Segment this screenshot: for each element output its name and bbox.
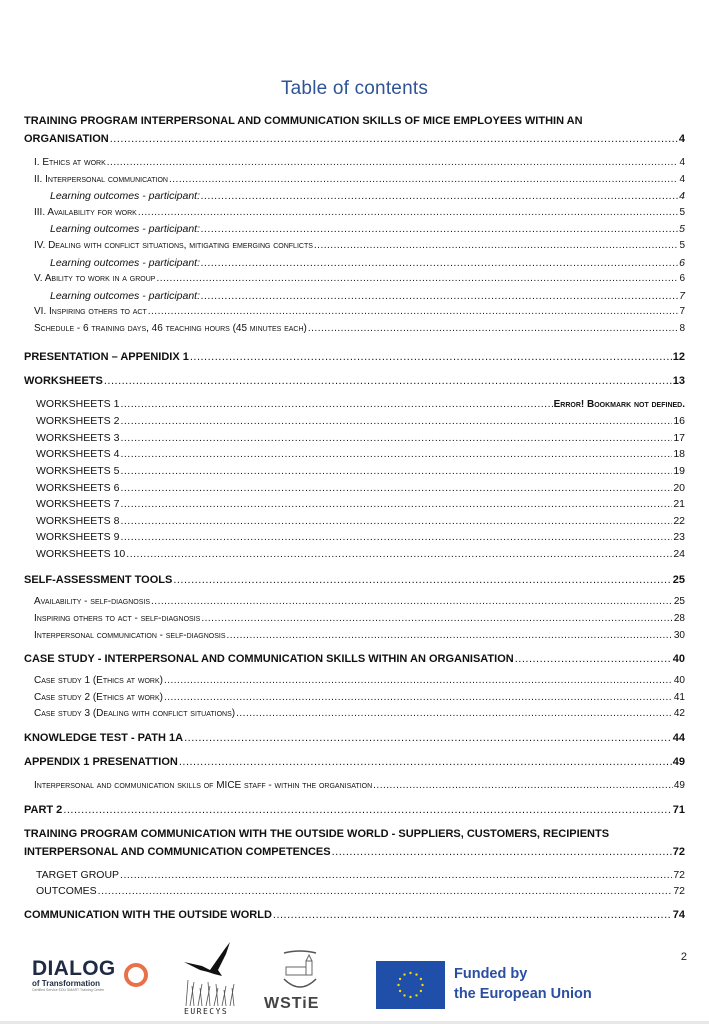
leader-dots xyxy=(190,348,672,366)
leader-dots xyxy=(201,188,678,205)
toc-entry-label: WORKSHEETS 7 xyxy=(36,498,120,511)
toc-page-number: 23 xyxy=(673,531,685,544)
toc-page-number: 21 xyxy=(673,498,685,511)
leader-dots xyxy=(120,396,552,413)
leader-dots xyxy=(104,372,672,390)
toc-page-number: 4 xyxy=(679,190,685,203)
leader-dots xyxy=(173,571,671,589)
toc-entry[interactable] xyxy=(24,463,685,480)
page-footer xyxy=(0,935,709,1024)
eurecys-logo-text: EURECYS xyxy=(184,1007,229,1016)
toc-entry-label: II. Interpersonal communication xyxy=(34,173,168,185)
leader-dots xyxy=(332,843,672,861)
toc-page-number: 74 xyxy=(672,908,685,921)
bookmark-error-text: Error! Bookmark not defined. xyxy=(553,398,685,410)
toc-entry-label-line1: TRAINING PROGRAM COMMUNICATION WITH THE OUTSIDE WORLD - SUPPLIERS, CUSTOMERS, RECIPIENTS xyxy=(24,827,610,840)
toc-page-number: 24 xyxy=(673,547,685,560)
toc-entry-label: Schedule - 6 training days, 46 teaching hours (45 minutes each) xyxy=(34,322,307,334)
toc-entry[interactable] xyxy=(24,155,685,172)
toc-entry[interactable] xyxy=(24,430,685,447)
eu-flag-icon xyxy=(376,961,445,1009)
table-of-contents xyxy=(24,110,685,924)
wstie-logo xyxy=(262,949,340,1019)
leader-dots xyxy=(314,238,679,255)
toc-entry[interactable] xyxy=(24,753,685,771)
toc-entry[interactable] xyxy=(24,778,685,795)
toc-page-number: 71 xyxy=(672,803,685,816)
leader-dots xyxy=(169,172,678,189)
toc-entry[interactable] xyxy=(24,221,685,238)
toc-page-number: 20 xyxy=(673,481,685,494)
toc-page-number: 49 xyxy=(672,756,685,769)
toc-entry-label: Learning outcomes - participant: xyxy=(50,223,200,236)
leader-dots xyxy=(98,883,673,900)
toc-entry[interactable] xyxy=(24,673,685,690)
toc-entry[interactable] xyxy=(24,628,685,645)
toc-entry-label: OUTCOMES xyxy=(36,885,97,898)
toc-entry-label: WORKSHEETS 1 xyxy=(36,397,120,410)
toc-entry-label: Case study 2 (Ethics at work) xyxy=(34,691,163,703)
toc-entry-label: COMMUNICATION WITH THE OUTSIDE WORLD xyxy=(24,908,272,921)
toc-page-number: 5 xyxy=(679,239,685,251)
toc-entry[interactable] xyxy=(24,172,685,189)
leader-dots xyxy=(120,496,672,513)
dialog-logo-subtitle: of Transformation xyxy=(32,979,101,988)
toc-entry-label: CASE STUDY - INTERPERSONAL AND COMMUNICATION SKILLS WITHIN AN ORGANISATION xyxy=(24,653,514,666)
toc-entry[interactable] xyxy=(24,611,685,628)
toc-entry-label: I. Ethics at work xyxy=(34,157,106,168)
leader-dots xyxy=(308,321,679,338)
toc-entry-label: IV. Dealing with conflict situations, mitigating emerging conflicts xyxy=(34,239,313,251)
toc-entry[interactable] xyxy=(24,729,685,747)
leader-dots xyxy=(120,867,672,884)
leader-dots xyxy=(373,778,673,795)
leader-dots xyxy=(126,546,672,563)
leader-dots xyxy=(273,906,672,924)
toc-page-number: 40 xyxy=(672,653,685,666)
toc-entry[interactable] xyxy=(24,112,685,148)
leader-dots xyxy=(110,130,678,148)
toc-entry[interactable] xyxy=(24,396,685,414)
toc-entry[interactable] xyxy=(24,594,685,611)
eurecys-logo xyxy=(180,940,240,1020)
toc-entry[interactable] xyxy=(24,801,685,819)
toc-entry[interactable] xyxy=(24,867,685,884)
leader-dots xyxy=(120,446,672,463)
toc-page-number: 72 xyxy=(673,885,685,898)
toc-entry-label-line1: TRAINING PROGRAM INTERPERSONAL AND COMMUNICATION SKILLS OF MICE EMPLOYEES WITHIN AN xyxy=(24,115,583,127)
toc-page-number: 44 xyxy=(672,732,685,745)
toc-entry-label: PRESENTATION – APPENIDIX 1 xyxy=(24,350,189,363)
toc-entry[interactable] xyxy=(24,825,685,861)
toc-entry-label: Case study 3 (Dealing with conflict situations) xyxy=(34,708,236,720)
toc-entry-label: WORKSHEETS 6 xyxy=(36,481,120,494)
leader-dots xyxy=(63,801,671,819)
toc-entry-label: INTERPERSONAL AND COMMUNICATION COMPETENCES xyxy=(24,845,331,858)
leader-dots xyxy=(236,706,673,723)
dialog-logo-caption: Certified Service EDU SMART Training Centre xyxy=(32,988,105,992)
toc-entry[interactable] xyxy=(24,238,685,255)
leader-dots xyxy=(201,288,678,305)
leader-dots xyxy=(201,221,678,238)
page-number: 2 xyxy=(680,951,687,963)
leader-dots xyxy=(179,753,672,771)
leader-dots xyxy=(227,628,673,645)
toc-page-number: 42 xyxy=(673,708,685,720)
toc-page-number: 22 xyxy=(673,514,685,527)
toc-entry[interactable] xyxy=(24,883,685,900)
toc-page-number: 40 xyxy=(673,675,685,687)
dialog-ring-icon xyxy=(124,963,148,987)
toc-entry[interactable] xyxy=(24,446,685,463)
toc-entry-label: ORGANISATION xyxy=(24,133,109,145)
toc-page-number: 18 xyxy=(673,448,685,461)
leader-dots xyxy=(201,611,673,628)
toc-entry-label: Learning outcomes - participant: xyxy=(50,256,200,269)
toc-entry-label: WORKSHEETS 2 xyxy=(36,415,120,428)
toc-entry-label: Learning outcomes - participant: xyxy=(50,190,200,203)
toc-entry-label: VI. Inspiring others to act xyxy=(34,306,147,318)
toc-entry-label: WORKSHEETS 5 xyxy=(36,464,120,477)
toc-page-number: 25 xyxy=(673,596,685,608)
leader-dots xyxy=(148,304,679,321)
leader-dots xyxy=(164,673,673,690)
toc-page-number: 12 xyxy=(672,350,685,363)
toc-entry-label: WORKSHEETS 3 xyxy=(36,431,120,444)
toc-entry[interactable] xyxy=(24,205,685,222)
toc-entry-label: WORKSHEETS xyxy=(24,374,103,387)
toc-entry-label: Interpersonal and communication skills of MICE staff - within the organisation xyxy=(34,780,373,792)
leader-dots xyxy=(120,513,672,530)
toc-page-number: 6 xyxy=(679,273,685,285)
toc-entry[interactable] xyxy=(24,513,685,530)
toc-page-number: 4 xyxy=(679,173,685,185)
toc-page-number: 72 xyxy=(672,845,685,858)
leader-dots xyxy=(201,255,678,272)
eu-text-line2: the European Union xyxy=(454,986,592,1002)
eu-funding-text xyxy=(454,964,592,1004)
toc-page-number: 17 xyxy=(673,431,685,444)
toc-entry-label: WORKSHEETS 10 xyxy=(36,547,126,560)
leader-dots xyxy=(138,205,679,222)
leader-dots xyxy=(515,650,672,668)
toc-page-number: 25 xyxy=(672,574,685,587)
leader-dots xyxy=(120,430,672,447)
toc-entry-label: Case study 1 (Ethics at work) xyxy=(34,675,163,687)
toc-entry[interactable] xyxy=(24,188,685,205)
toc-page-number: 28 xyxy=(673,613,685,625)
toc-page-number: 5 xyxy=(679,223,685,236)
toc-page-number: 4 xyxy=(678,133,685,145)
toc-page-number: 7 xyxy=(679,306,685,318)
toc-entry[interactable] xyxy=(24,706,685,723)
toc-entry-label: Learning outcomes - participant: xyxy=(50,289,200,302)
toc-entry-label: WORKSHEETS 9 xyxy=(36,531,120,544)
toc-page-number: 13 xyxy=(672,374,685,387)
leader-dots xyxy=(151,594,673,611)
toc-entry[interactable] xyxy=(24,348,685,366)
toc-page-number: 30 xyxy=(673,629,685,641)
leader-dots xyxy=(120,413,672,430)
toc-page-number: 16 xyxy=(673,415,685,428)
toc-entry[interactable] xyxy=(24,690,685,707)
leader-dots xyxy=(164,690,673,707)
toc-page-number: 19 xyxy=(673,464,685,477)
toc-entry-label: WORKSHEETS 8 xyxy=(36,514,120,527)
toc-entry-label: APPENDIX 1 PRESENATTION xyxy=(24,756,178,769)
leader-dots xyxy=(120,463,672,480)
toc-entry[interactable] xyxy=(24,288,685,305)
toc-entry-label: TARGET GROUP xyxy=(36,868,120,881)
church-shield-icon xyxy=(280,949,320,995)
leader-dots xyxy=(156,271,678,288)
leader-dots xyxy=(107,155,679,172)
leader-dots xyxy=(120,529,672,546)
page-title: Table of contents xyxy=(280,78,429,99)
toc-entry[interactable] xyxy=(24,571,685,589)
toc-entry[interactable] xyxy=(24,546,685,563)
toc-entry[interactable] xyxy=(24,255,685,272)
toc-entry[interactable] xyxy=(24,906,685,924)
toc-entry-label: Interpersonal communication - self-diagnosis xyxy=(34,629,226,641)
toc-page-number: 41 xyxy=(673,691,685,703)
dialog-of-transformation-logo xyxy=(32,959,152,999)
toc-entry[interactable] xyxy=(24,496,685,513)
bird-grass-icon xyxy=(180,940,240,1008)
toc-page-number: 4 xyxy=(679,157,685,168)
dialog-logo-text: DIALOG xyxy=(32,957,116,980)
toc-entry-label: V. Ability to work in a group xyxy=(34,273,156,285)
toc-entry-label: KNOWLEDGE TEST - PATH 1A xyxy=(24,732,184,745)
toc-entry[interactable] xyxy=(24,480,685,497)
toc-entry[interactable] xyxy=(24,413,685,430)
toc-entry-label: III. Availability for work xyxy=(34,206,137,218)
leader-dots xyxy=(184,729,672,747)
toc-entry-label: Availability - self-diagnosis xyxy=(34,596,151,608)
toc-entry[interactable] xyxy=(24,650,685,668)
toc-entry-label: Inspiring others to act - self-diagnosis xyxy=(34,613,201,625)
toc-entry[interactable] xyxy=(24,271,685,288)
toc-entry[interactable] xyxy=(24,304,685,321)
toc-entry[interactable] xyxy=(24,372,685,390)
toc-page-number: 6 xyxy=(679,256,685,269)
toc-entry-label: WORKSHEETS 4 xyxy=(36,448,120,461)
toc-page-number: 8 xyxy=(679,322,685,334)
toc-page-number: 49 xyxy=(673,780,685,792)
toc-entry-label: PART 2 xyxy=(24,803,63,816)
toc-page-number: 5 xyxy=(679,206,685,218)
toc-page-number: 7 xyxy=(679,289,685,302)
toc-page-number: 72 xyxy=(673,868,685,881)
toc-entry-label: SELF-ASSESSMENT TOOLS xyxy=(24,574,173,587)
toc-entry[interactable] xyxy=(24,321,685,338)
leader-dots xyxy=(120,480,672,497)
wstie-logo-text: WSTiE xyxy=(264,995,320,1012)
eu-text-line1: Funded by xyxy=(454,966,528,982)
toc-entry[interactable] xyxy=(24,529,685,546)
